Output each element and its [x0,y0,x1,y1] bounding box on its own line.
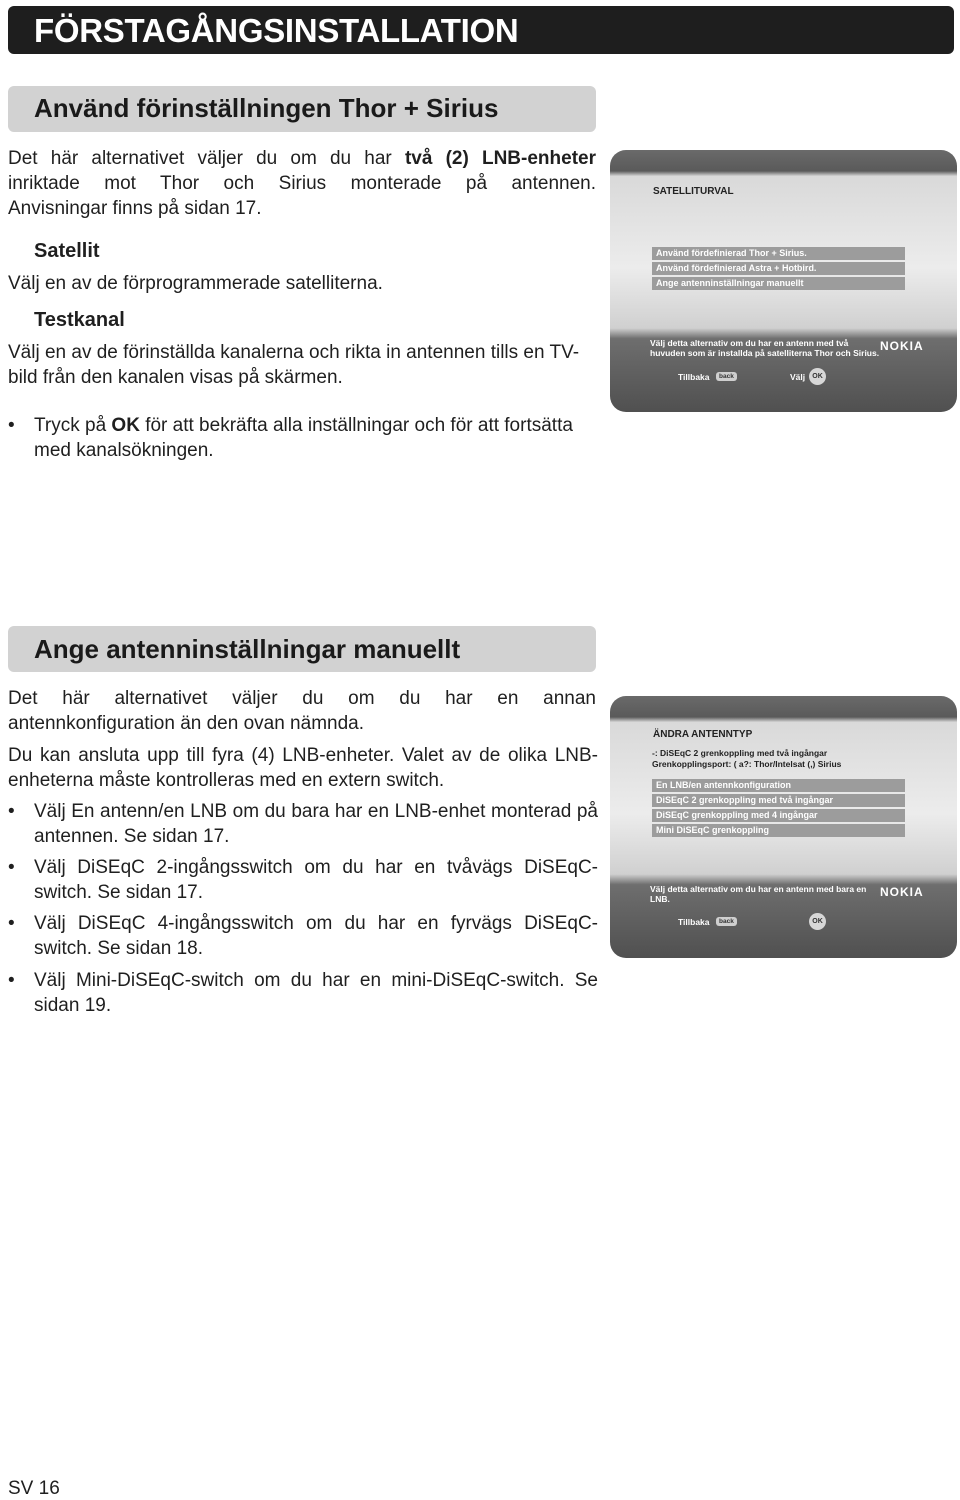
menu-item-manual: Ange antenninställningar manuellt [652,277,905,290]
screen-title: SATELLITURVAL [653,186,734,197]
nokia-logo: NOKIA [880,339,924,353]
back-button: back [716,917,737,926]
ok-button: OK [809,368,826,385]
menu-item-thor-sirius: Använd fördefinierad Thor + Sirius. [652,247,905,260]
bullet-text: Välj DiSEqC 2-ingångsswitch om du har en tvåvägs DiSEqC-switch. Se sidan 17. [34,857,598,903]
p2-line-2: enheterna måste kontrolleras med en extern switch. [8,770,445,791]
p2-line-1: Du kan ansluta upp till fyra (4) LNB-enheter. Valet av de olika LNB- [8,745,598,766]
info-line-1: -: DiSEqC 2 grenkoppling med två ingångar [652,748,828,758]
p1-line-2: antennkonfiguration än den ovan nämnda. [8,713,364,734]
help-text: Välj detta alternativ om du har en antenn med två huvuden som är installda på satelliterna Thor och Sirius. [650,338,880,358]
screen-title: ÄNDRA ANTENNTYP [653,729,753,740]
menu-item-diseqc-2: DiSEqC 2 grenkoppling med två ingångar [652,794,905,807]
section-heading-thor-sirius: Använd förinställningen Thor + Sirius [34,93,499,123]
menu-item-mini-diseqc: Mini DiSEqC grenkoppling [652,824,905,837]
intro-text: Det här alternativet väljer du om du har [8,148,405,169]
intro-line-2: inriktade mot Thor och Sirius monterade på antennen. [8,173,596,194]
bullet-text [34,413,598,463]
back-button: back [716,372,737,381]
menu-item-single-lnb: En LNB/en antennkonfiguration [652,779,905,792]
bullet-mini-diseqc [8,968,598,1018]
bullet-diseqc-4 [8,911,598,961]
bullet-diseqc-2 [8,855,598,905]
section2-paragraph-2 [8,743,598,793]
satellit-text: Välj en av de förprogrammerade satelliterna. [8,273,383,294]
testkanal-text: Välj en av de förinställda kanalerna och rikta in antennen tills en TV-bild från den kanalen visas på skärmen. [8,342,580,388]
bullet-text-pre: Tryck på [34,415,112,436]
section2-paragraph-1 [8,686,596,736]
tv-screenshot-satellite-selection [610,150,957,412]
select-label: Välj [790,372,806,382]
bullet-dot: • [8,970,15,991]
back-label: Tillbaka [678,917,710,927]
bullet-dot: • [8,415,15,436]
back-label: Tillbaka [678,372,710,382]
info-line-2: Grenkopplingsport: ( a?: Thor/Intelsat (,) Sirius [652,759,842,769]
nokia-logo: NOKIA [880,885,924,899]
help-text: Välj detta alternativ om du har en antenn med bara en LNB. [650,884,867,904]
intro-bold-text: två (2) LNB-enheter [404,148,596,169]
intro-line-3: Anvisningar finns på sidan 17. [8,198,262,219]
bullet-ok-confirm [8,413,598,463]
bullet-dot: • [8,801,15,822]
ok-button: OK [809,913,826,930]
bullet-dot: • [8,857,15,878]
chapter-title: FÖRSTAGÅNGSINSTALLATION [34,12,519,49]
bullet-text-bold: OK [111,415,140,436]
bullet-text: Välj En antenn/en LNB om du bara har en LNB-enhet monterad på antennen. Se sidan 17. [34,801,598,847]
subheading-satellit: Satellit [34,240,100,262]
bullet-single-lnb [8,799,598,849]
section-heading-manual: Ange antenninställningar manuellt [34,634,461,664]
menu-item-astra-hotbird: Använd fördefinierad Astra + Hotbird. [652,262,905,275]
bullet-text: Välj DiSEqC 4-ingångsswitch om du har en fyrvägs DiSEqC-switch. Se sidan 18. [34,913,598,959]
tv-screenshot-antenna-type [610,696,957,958]
intro-line-1 [8,146,596,171]
page-number: SV 16 [8,1478,60,1499]
subheading-testkanal: Testkanal [34,309,125,331]
bullet-dot: • [8,913,15,934]
p1-line-1: Det här alternativet väljer du om du har en annan [8,688,596,709]
bullet-text-post: för att bekräfta alla inställningar och för att fortsätta med kanalsökningen. [34,415,573,461]
section1-intro [8,146,596,221]
menu-item-diseqc-4: DiSEqC grenkoppling med 4 ingångar [652,809,905,822]
bullet-text: Välj Mini-DiSEqC-switch om du har en mini-DiSEqC-switch. Se sidan 19. [34,970,598,1016]
